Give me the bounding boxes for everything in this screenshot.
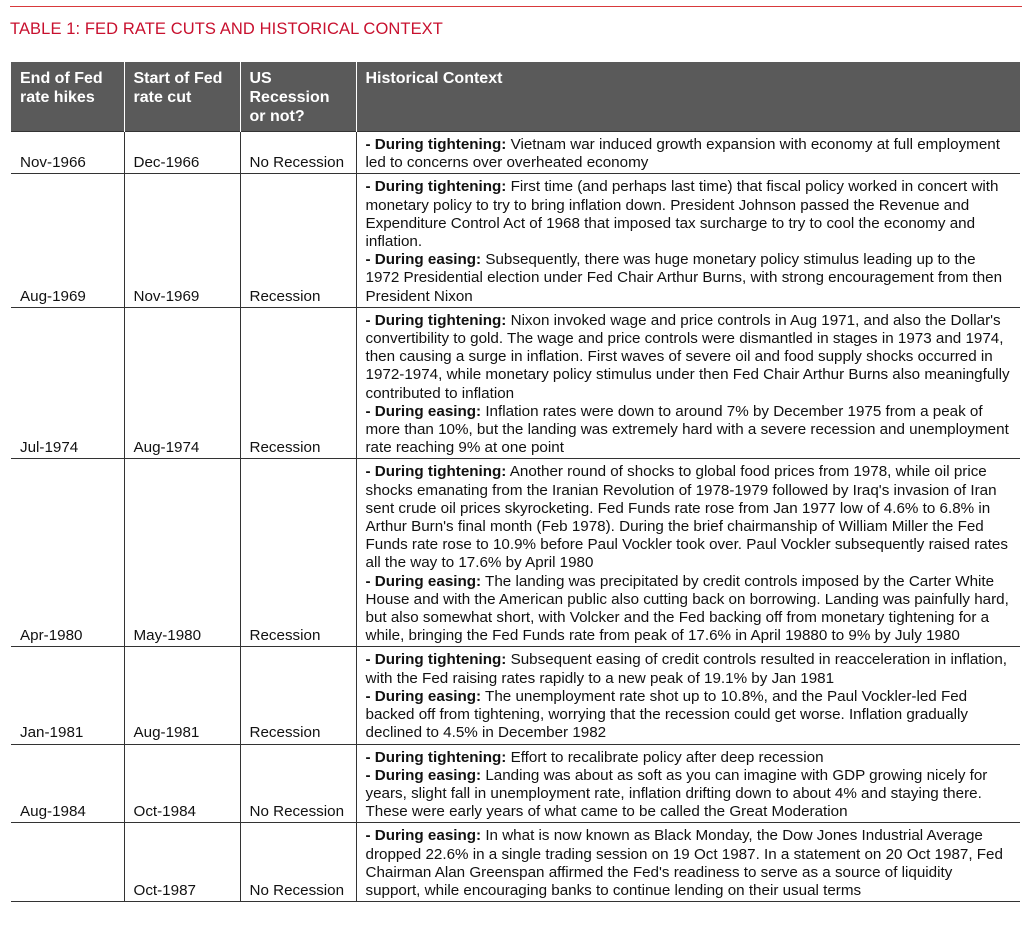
- end-of-hikes-cell: [11, 823, 124, 902]
- context-cell: [356, 744, 1020, 823]
- header-row: [11, 62, 1020, 132]
- context-segment: [366, 749, 1012, 767]
- context-text: Subsequent easing of credit controls resulted in reacceleration in inflation, with the Fed raising rates rapidly to a new peak of 19.1% by Jan 1981: [365, 651, 1008, 687]
- context-label: - During easing:: [365, 766, 482, 784]
- recession-cell: No Recession: [240, 823, 356, 902]
- table-body: [11, 132, 1020, 902]
- end-of-hikes-cell: Nov-1966: [11, 132, 124, 174]
- context-label: - During tightening:: [365, 463, 507, 481]
- context-label: - During easing:: [365, 572, 482, 590]
- context-cell: [356, 823, 1020, 902]
- end-of-hikes-cell: Apr-1980: [11, 459, 124, 647]
- context-segment: [366, 251, 1012, 306]
- table-row: [11, 459, 1020, 647]
- context-label: - During tightening:: [365, 311, 507, 329]
- recession-cell: Recession: [240, 647, 356, 744]
- end-of-hikes-cell: Aug-1969: [11, 174, 124, 307]
- context-label: - During tightening:: [365, 136, 507, 153]
- start-of-cut-cell: Dec-1966: [124, 132, 240, 174]
- start-of-cut-cell: Oct-1984: [124, 744, 240, 823]
- table-row: [11, 744, 1020, 823]
- table-title: TABLE 1: FED RATE CUTS AND HISTORICAL CONTEXT: [10, 20, 443, 38]
- context-label: - During tightening:: [365, 748, 507, 766]
- context-text: Inflation rates were down to around 7% by December 1975 from a peak of more than 10%, but the landing was extremely hard with a severe recession and unemployment rate reaching 9% at one point: [365, 402, 1009, 457]
- context-cell: [356, 132, 1020, 174]
- context-segment: [366, 403, 1012, 458]
- table-row: [11, 132, 1020, 174]
- end-of-hikes-cell: Jan-1981: [11, 647, 124, 744]
- context-segment: [366, 178, 1012, 251]
- end-of-hikes-cell: Jul-1974: [11, 307, 124, 459]
- context-text: Landing was about as soft as you can imagine with GDP growing nicely for years, slight fall in unemployment rate, inflation drifting down to about 4% and staying there. These were early years of what came to be called the Great Moderation: [365, 766, 988, 821]
- context-label: - During tightening:: [365, 178, 507, 196]
- context-segment: [366, 827, 1012, 900]
- start-of-cut-cell: Oct-1987: [124, 823, 240, 902]
- context-segment: [366, 136, 1012, 172]
- context-segment: [366, 573, 1012, 646]
- context-segment: [366, 767, 1012, 822]
- context-cell: [356, 174, 1020, 307]
- table-row: [11, 307, 1020, 459]
- context-text: The unemployment rate shot up to 10.8%, and the Paul Vockler-led Fed backed off from tightening, worrying that the recession could get worse. Inflation gradually declined to 4.5% in December 1982: [365, 687, 968, 742]
- recession-cell: Recession: [240, 459, 356, 647]
- context-segment: [366, 463, 1012, 572]
- context-segment: [366, 651, 1012, 687]
- context-label: - During tightening:: [365, 651, 507, 669]
- context-text: The landing was precipitated by credit controls imposed by the Carter White House and with the American public also cutting back on borrowing. Landing was painfully hard, but also somewhat short, with Volcker and the Fed backing off from monetary tightening for a while, bringing the Fed Funds rate from peak of 17.6% in April 19880 to 9% by July 1980: [365, 572, 1009, 645]
- context-label: - During easing:: [365, 827, 482, 845]
- context-text: First time (and perhaps last time) that fiscal policy worked in concert with monetary policy to try to bring inflation down. President Johnson passed the Revenue and Expenditure Control Act of 1968 that imposed tax surcharge to try to cool the economy and inflation.: [365, 178, 999, 251]
- context-cell: [356, 307, 1020, 459]
- header-context: Historical Context: [356, 62, 1020, 132]
- start-of-cut-cell: May-1980: [124, 459, 240, 647]
- recession-cell: No Recession: [240, 132, 356, 174]
- context-label: - During easing:: [365, 251, 482, 269]
- end-of-hikes-cell: Aug-1984: [11, 744, 124, 823]
- context-cell: [356, 647, 1020, 744]
- top-rule: [10, 6, 1022, 7]
- table-row: [11, 647, 1020, 744]
- table-row: [11, 823, 1020, 902]
- header-recession: US Recession or not?: [240, 62, 356, 132]
- context-cell: [356, 459, 1020, 647]
- fed-rate-table: [11, 62, 1020, 902]
- start-of-cut-cell: Aug-1981: [124, 647, 240, 744]
- header-start-cut: Start of Fed rate cut: [124, 62, 240, 132]
- table-row: [11, 174, 1020, 307]
- context-text: Subsequently, there was huge monetary policy stimulus leading up to the 1972 Presidential election under Fed Chair Arthur Burns, with strong encouragement from then President Nixon: [365, 251, 1003, 305]
- recession-cell: Recession: [240, 174, 356, 307]
- context-text: Vietnam war induced growth expansion with economy at full employment led to concerns over overheated economy: [365, 136, 1000, 172]
- header-end-hikes: End of Fed rate hikes: [11, 62, 124, 132]
- context-text: Effort to recalibrate policy after deep recession: [506, 748, 824, 766]
- context-text: Nixon invoked wage and price controls in Aug 1971, and also the Dollar's convertibility to gold. The wage and price controls were dismantled in stages in 1973 and 1974, then causing a surge in inflation. First waves of severe oil and food supply shocks occurred in 1972-1974, while monetary policy stimulus under then Fed Chair Arthur Burns also meaningfully contributed to inflation: [365, 311, 1010, 402]
- start-of-cut-cell: Nov-1969: [124, 174, 240, 307]
- context-text: In what is now known as Black Monday, the Dow Jones Industrial Average dropped 22.6% in a single trading session on 19 Oct 1987. In a statement on 20 Oct 1987, Fed Chairman Alan Greenspan affirmed the Fed's readiness to serve as a source of liquidity support, while encouraging banks to continue lending on their usual terms: [365, 827, 1003, 899]
- context-label: - During easing:: [365, 402, 482, 420]
- context-text: Another round of shocks to global food prices from 1978, while oil price shocks emanating from the Iranian Revolution of 1978-1979 followed by Iraq's invasion of Iran sent crude oil prices skyrocketing. Fed Funds rate rose from Jan 1977 low of 4.6% to 6.8% in Arthur Burn's final month (Feb 1978). During the brief chairmanship of William Miller the Fed Funds rate rose to 10.9% before Paul Vockler took over. Paul Vockler subsequently raised rates all the way to 17.6% by April 1980: [365, 463, 1008, 572]
- recession-cell: Recession: [240, 307, 356, 459]
- context-segment: [366, 688, 1012, 743]
- recession-cell: No Recession: [240, 744, 356, 823]
- context-label: - During easing:: [365, 687, 482, 705]
- context-segment: [366, 312, 1012, 403]
- start-of-cut-cell: Aug-1974: [124, 307, 240, 459]
